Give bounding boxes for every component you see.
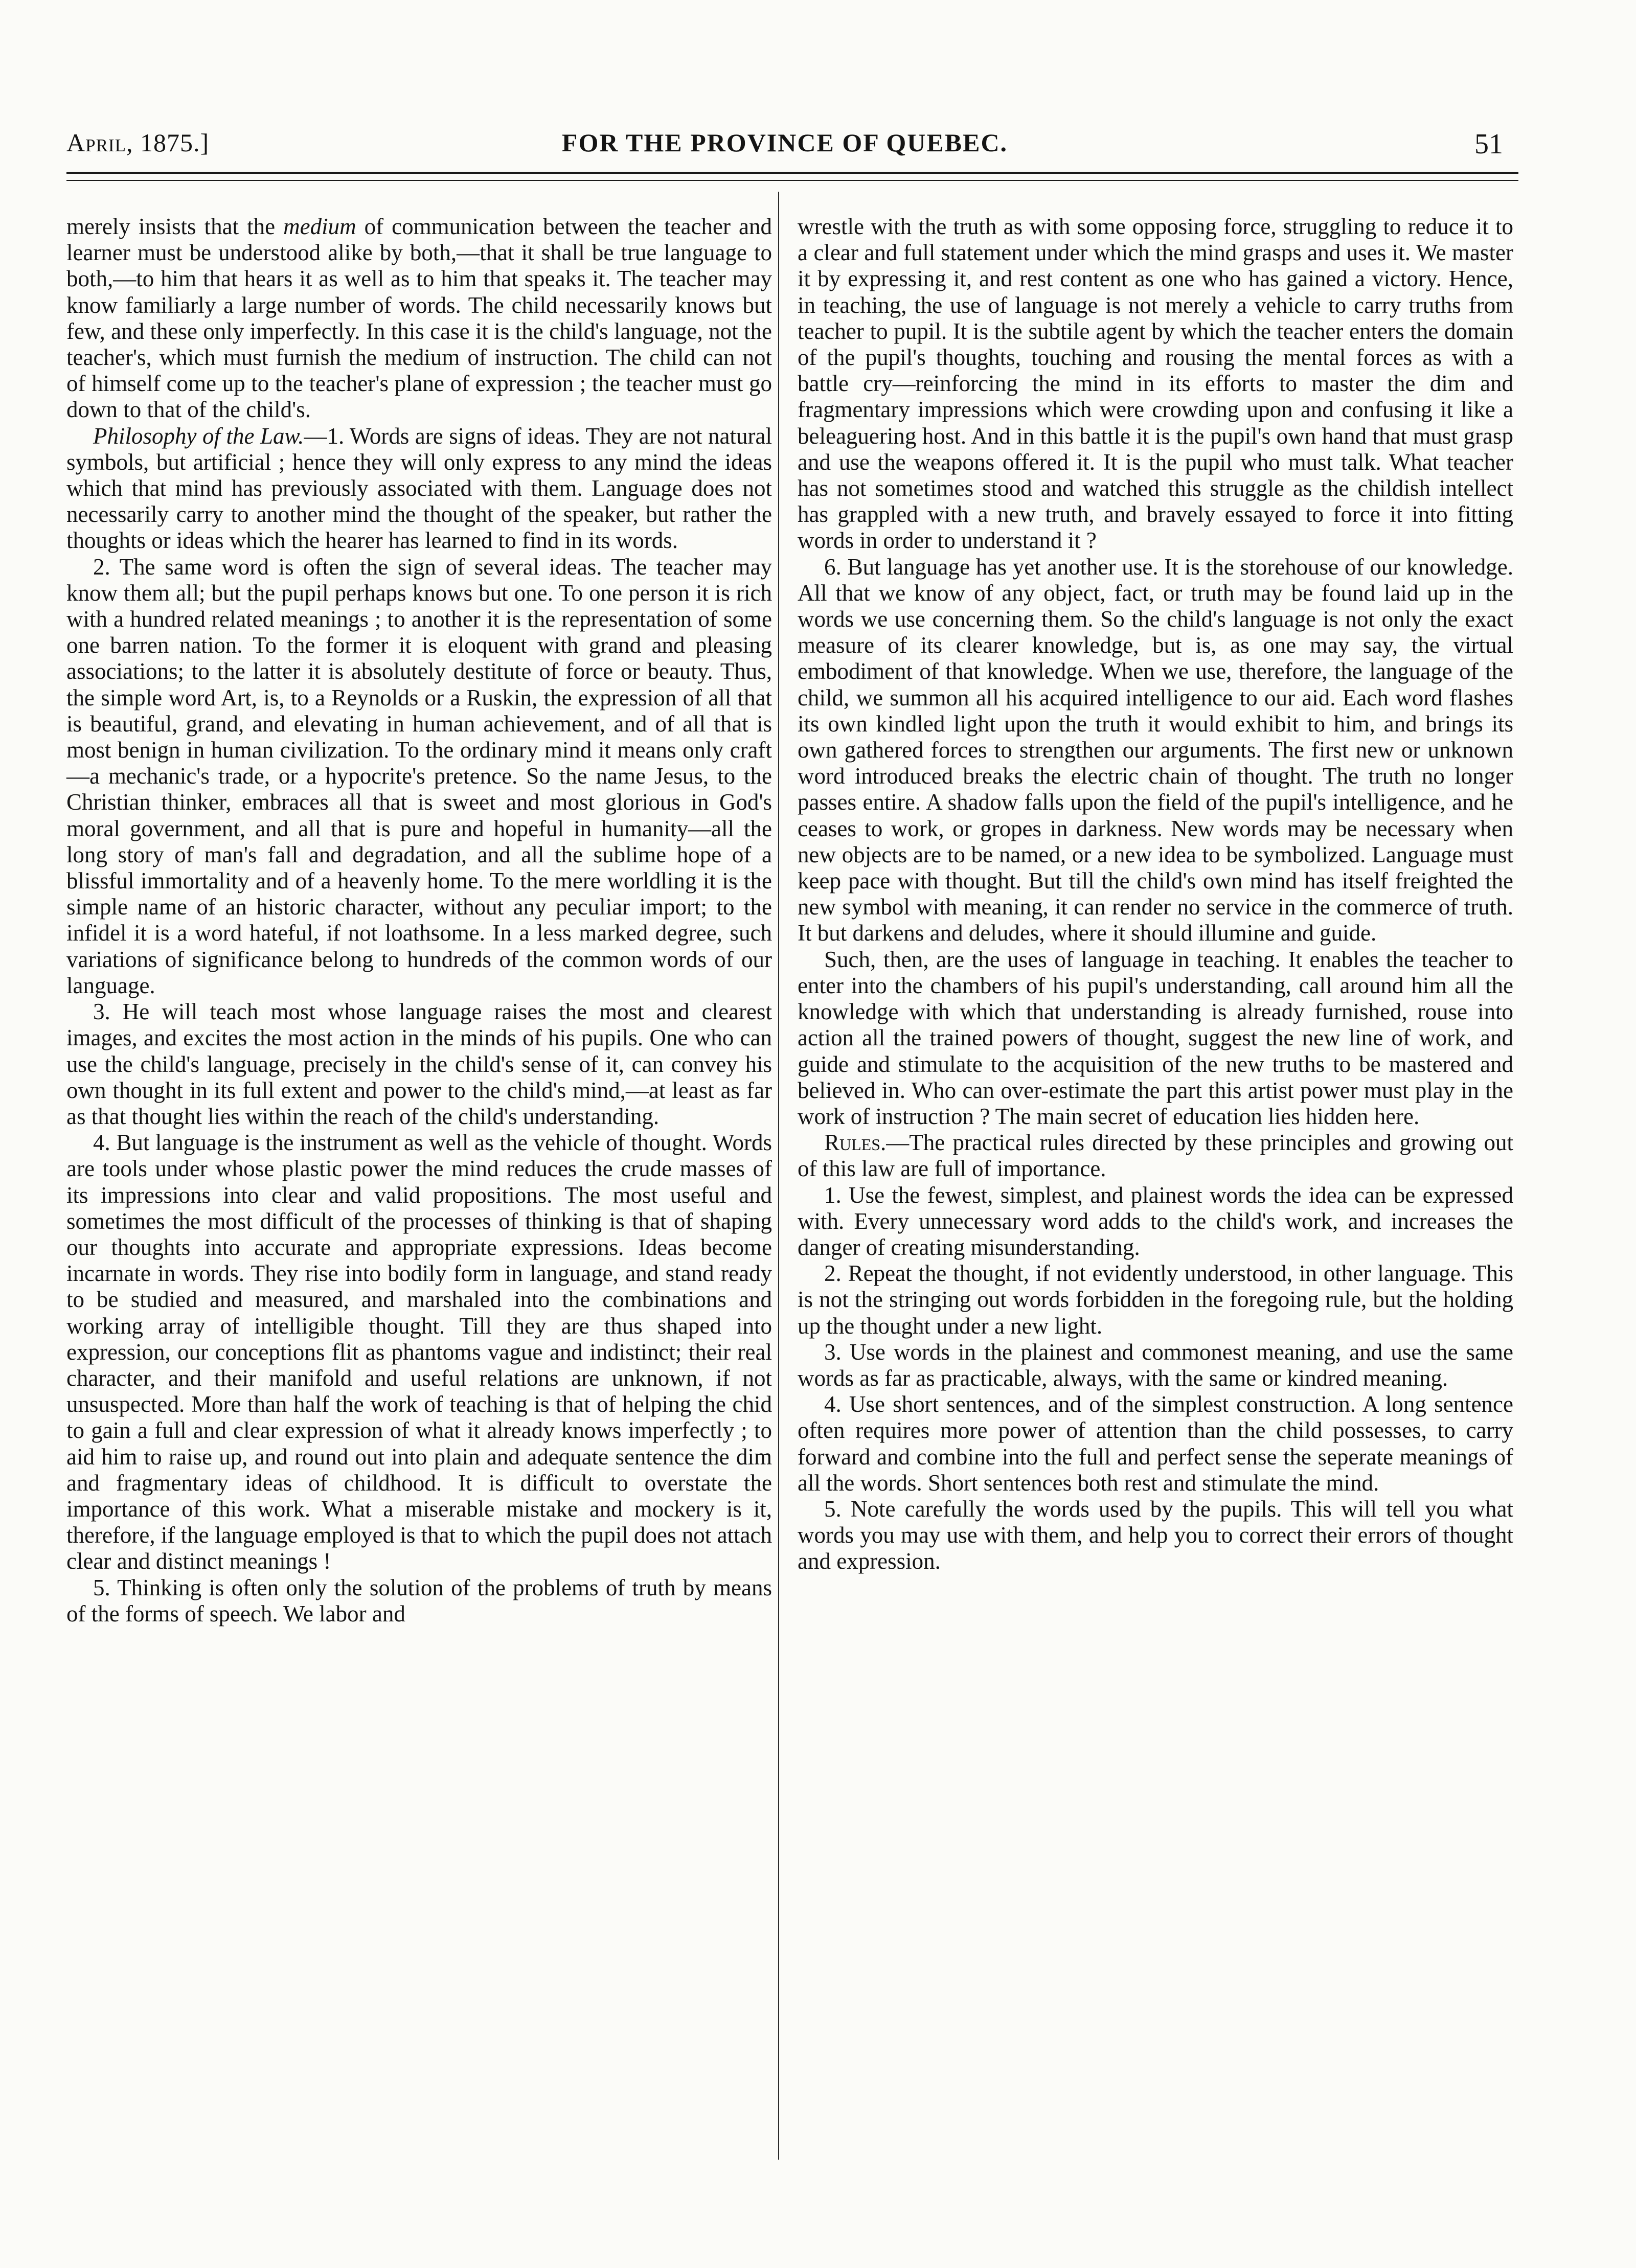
paragraph: 4. But language is the instrument as well as the vehicle of thought. Words are tools under whose plastic power the mind reduces the crude masses of its impressions into clear and valid propositions. The most useful and sometimes the most difficult of the processes of thinking is that of shaping our thoughts into accurate and appropriate expressions. Ideas become incarnate in words. They rise into bodily form in language, and stand ready to be studied and measured, and marshaled into the combinations and working array of intelligible thought. Till they are thus shaped into expression, our conceptions flit as phantoms vague and indistinct; their real character, and their manifold and useful relations are unknown, if not unsuspected. More than half the work of teaching is that of helping the chid to gain a full and clear expression of what it already knows imperfectly ; to aid him to raise up, and round out into plain and adequate sentence the dim and fragmentary ideas of childhood. It is difficult to overstate the importance of this work. What a miserable mistake and mockery is it, therefore, if the language employed is that to which the pupil does not attach clear and distinct meanings !: [66, 1130, 772, 1574]
right-column: [798, 214, 1513, 1575]
issue-date: April, 1875.]: [66, 128, 210, 157]
paragraph: 3. Use words in the plainest and commonest meaning, and use the same words as far as practicable, always, with the same or kindred meaning.: [798, 1339, 1513, 1391]
paragraph: 2. Repeat the thought, if not evidently understood, in other language. This is not the stringing out words forbidden in the foregoing rule, but the holding up the thought under a new light.: [798, 1261, 1513, 1339]
paragraph: 3. He will teach most whose language raises the most and clearest images, and excites the most action in the minds of his pupils. One who can use the child's language, precisely in the child's sense of it, can convey his own thought in its full extent and power to the child's mind,—at least as far as that thought lies within the reach of the child's understanding.: [66, 999, 772, 1129]
paragraph: 5. Note carefully the words used by the pupils. This will tell you what words you may use with them, and help you to correct their errors of thought and expression.: [798, 1496, 1513, 1574]
paragraph: 4. Use short sentences, and of the simplest construction. A long sentence often requires more power of attention than the child possesses, to carry forward and combine into the full and perfect sense the seperate meanings of all the words. Short sentences both rest and stimulate the mind.: [798, 1391, 1513, 1496]
page-number: 51: [1474, 128, 1503, 160]
paragraph: 5. Thinking is often only the solution of the problems of truth by means of the forms of speech. We labor and: [66, 1574, 772, 1626]
running-title: FOR THE PROVINCE OF QUEBEC.: [561, 128, 1008, 157]
left-column: [66, 214, 772, 1627]
paragraph: Philosophy of the Law.—1. Words are signs of ideas. They are not natural symbols, but artificial ; hence they will only express to any mind the ideas which that mind has previously associated with them. Language does not necessarily carry to another mind the thought of the speaker, but rather the thoughts or ideas which the hearer has learned to find in its words.: [66, 423, 772, 554]
paragraph: 1. Use the fewest, simplest, and plainest words the idea can be expressed with. Every unnecessary word adds to the child's work, and increases the danger of creating misunderstanding.: [798, 1182, 1513, 1260]
paragraph: 6. But language has yet another use. It is the storehouse of our knowledge. All that we know of any object, fact, or truth may be found laid up in the words we use concerning them. So the child's language is not only the exact measure of its clearer knowledge, but is, as one may say, the virtual embodiment of that knowledge. When we use, therefore, the language of the child, we summon all his acquired intelligence to our aid. Each word flashes its own kindled light upon the truth it would exhibit to him, and brings its own gathered forces to strengthen our arguments. The first new or unknown word introduced breaks the electric chain of thought. The truth no longer passes entire. A shadow falls upon the field of the pupil's intelligence, and he ceases to work, or gropes in darkness. New words may be necessary when new objects are to be named, or a new idea to be symbolized. Language must keep pace with thought. But till the child's own mind has itself freighted the new symbol with meaning, it can render no service in the commerce of truth. It but darkens and deludes, where it should illumine and guide.: [798, 554, 1513, 946]
paragraph: merely insists that the medium of communication between the teacher and learner must be understood alike by both,—that it shall be true language to both,—to him that hears it as well as to him that speaks it. The teacher may know familiarly a large number of words. The child necessarily knows but few, and these only imperfectly. In this case it is the child's language, not the teacher's, which must furnish the medium of instruction. The child can not of himself come up to the teacher's plane of expression ; the teacher must go down to that of the child's.: [66, 214, 772, 423]
header-rule-thick: [66, 172, 1518, 174]
running-head: [66, 128, 1503, 164]
paragraph: Such, then, are the uses of language in teaching. It enables the teacher to enter into the chambers of his pupil's understanding, call around him all the knowledge with which that understanding is already furnished, rouse into action all the trained powers of thought, suggest the new line of work, and guide and stimulate to the acquisition of the new truths to be mastered and believed in. Who can over-estimate the part this artist power must play in the work of instruction ? The main secret of education lies hidden here.: [798, 946, 1513, 1129]
paragraph: 2. The same word is often the sign of several ideas. The teacher may know them all; but the pupil perhaps knows but one. To one person it is rich with a hundred related meanings ; to another it is the representation of some one barren nation. To the former it is eloquent with grand and pleasing associations; to the latter it is absolutely destitute of force or beauty. Thus, the simple word Art, is, to a Reynolds or a Ruskin, the expression of all that is beautiful, grand, and elevating in human achievement, and of all that is most benign in human civilization. To the ordinary mind it means only craft —a mechanic's trade, or a hypocrite's pretence. So the name Jesus, to the Christian thinker, embraces all that is sweet and most glorious in God's moral government, and all that is pure and hopeful in humanity—all the long story of man's fall and degradation, and all the sublime hope of a blissful immortality and of a heavenly home. To the mere worldling it is the simple name of an historic character, without any peculiar import; to the infidel it is a word hateful, if not loathsome. In a less marked degree, such variations of significance belong to hundreds of the common words of our language.: [66, 554, 772, 998]
header-rule-thin: [66, 180, 1518, 181]
paragraph: wrestle with the truth as with some opposing force, struggling to reduce it to a clear and full statement under which the mind grasps and uses it. We master it by expressing it, and rest content as one who has gained a victory. Hence, in teaching, the use of language is not merely a vehicle to carry truths from teacher to pupil. It is the subtile agent by which the teacher enters the domain of the pupil's thoughts, touching and rousing the mental forces as with a battle cry—reinforcing the mind in its efforts to master the dim and fragmentary impressions which were crowding upon and confusing it like a beleaguering host. And in this battle it is the pupil's own hand that must grasp and use the weapons offered it. It is the pupil who must talk. What teacher has not sometimes stood and watched this struggle as the childish intellect has grappled with a new truth, and bravely essayed to force it into fitting words in order to understand it ?: [798, 214, 1513, 554]
paragraph: Rules.—The practical rules directed by these principles and growing out of this law are full of importance.: [798, 1130, 1513, 1182]
column-divider: [778, 192, 779, 2160]
